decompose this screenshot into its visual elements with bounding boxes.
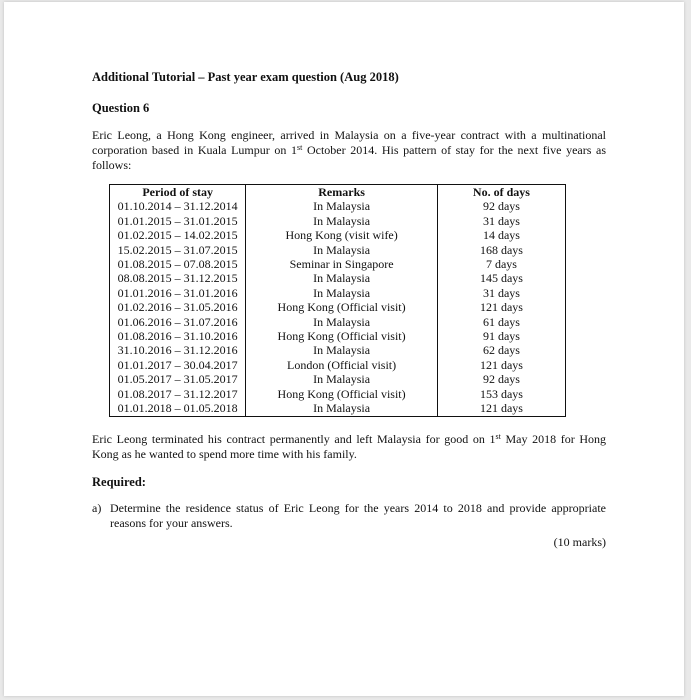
table-row bbox=[110, 300, 566, 314]
question-a-label: a) bbox=[92, 500, 102, 515]
header-period: Period of stay bbox=[110, 185, 246, 200]
table-row bbox=[110, 286, 566, 300]
days-cell: 14 days bbox=[437, 228, 565, 242]
termination-text-1: Eric Leong terminated his contract permanently and left Malaysia for good on 1 bbox=[92, 431, 496, 446]
question-a bbox=[92, 501, 606, 531]
remarks-cell: Seminar in Singapore bbox=[246, 257, 438, 271]
header-days: No. of days bbox=[437, 185, 565, 200]
remarks-cell: In Malaysia bbox=[246, 315, 438, 329]
table-row bbox=[110, 401, 566, 416]
question-a-marks: (10 marks) bbox=[553, 534, 606, 549]
intro-text-2: October 2014. His pattern of stay for the next five years as follows: bbox=[92, 143, 607, 172]
days-cell: 92 days bbox=[437, 199, 565, 213]
days-cell: 31 days bbox=[437, 286, 565, 300]
days-cell: 168 days bbox=[437, 243, 565, 257]
termination-sup: st bbox=[495, 431, 501, 441]
period-cell: 31.10.2016 – 31.12.2016 bbox=[110, 343, 246, 357]
remarks-cell: In Malaysia bbox=[246, 199, 438, 213]
termination-paragraph bbox=[92, 432, 606, 462]
days-cell: 31 days bbox=[437, 214, 565, 228]
period-cell: 01.06.2016 – 31.07.2016 bbox=[110, 315, 246, 329]
period-cell: 01.08.2017 – 31.12.2017 bbox=[110, 387, 246, 401]
period-cell: 01.08.2016 – 31.10.2016 bbox=[110, 329, 246, 343]
remarks-cell: In Malaysia bbox=[246, 401, 438, 416]
period-cell: 08.08.2015 – 31.12.2015 bbox=[110, 271, 246, 285]
period-cell: 01.08.2015 – 07.08.2015 bbox=[110, 257, 246, 271]
table-row bbox=[110, 372, 566, 386]
table-row bbox=[110, 199, 566, 213]
table-row bbox=[110, 257, 566, 271]
table-row bbox=[110, 243, 566, 257]
remarks-cell: Hong Kong (visit wife) bbox=[246, 228, 438, 242]
days-cell: 121 days bbox=[437, 401, 565, 416]
days-cell: 92 days bbox=[437, 372, 565, 386]
remarks-cell: In Malaysia bbox=[246, 286, 438, 300]
intro-paragraph bbox=[92, 128, 606, 173]
days-cell: 153 days bbox=[437, 387, 565, 401]
period-cell: 01.02.2016 – 31.05.2016 bbox=[110, 300, 246, 314]
table-row bbox=[110, 387, 566, 401]
period-cell: 01.10.2014 – 31.12.2014 bbox=[110, 199, 246, 213]
period-cell: 15.02.2015 – 31.07.2015 bbox=[110, 243, 246, 257]
days-cell: 91 days bbox=[437, 329, 565, 343]
days-cell: 121 days bbox=[437, 358, 565, 372]
stay-table bbox=[109, 184, 566, 417]
remarks-cell: In Malaysia bbox=[246, 243, 438, 257]
stay-table-header bbox=[110, 185, 566, 200]
days-cell: 62 days bbox=[437, 343, 565, 357]
table-row bbox=[110, 329, 566, 343]
period-cell: 01.02.2015 – 14.02.2015 bbox=[110, 228, 246, 242]
period-cell: 01.01.2015 – 31.01.2015 bbox=[110, 214, 246, 228]
table-row bbox=[110, 228, 566, 242]
table-row bbox=[110, 358, 566, 372]
intro-text-1: Eric Leong, a Hong Kong engineer, arrived in Malaysia on a five-year contract with a multinational corporation based in Kuala Lumpur on 1 bbox=[92, 128, 606, 157]
remarks-cell: In Malaysia bbox=[246, 271, 438, 285]
days-cell: 121 days bbox=[437, 300, 565, 314]
question-a-text: Determine the residence status of Eric Leong for the years 2014 to 2018 and provide appropriate reasons for your answers. bbox=[110, 500, 606, 530]
days-cell: 61 days bbox=[437, 315, 565, 329]
document-title: Additional Tutorial – Past year exam question (Aug 2018) bbox=[92, 70, 399, 84]
days-cell: 145 days bbox=[437, 271, 565, 285]
remarks-cell: In Malaysia bbox=[246, 372, 438, 386]
period-cell: 01.01.2018 – 01.05.2018 bbox=[110, 401, 246, 416]
question-heading: Question 6 bbox=[92, 101, 150, 115]
table-row bbox=[110, 343, 566, 357]
days-cell: 7 days bbox=[437, 257, 565, 271]
remarks-cell: Hong Kong (Official visit) bbox=[246, 387, 438, 401]
table-row bbox=[110, 315, 566, 329]
remarks-cell: London (Official visit) bbox=[246, 358, 438, 372]
period-cell: 01.01.2016 – 31.01.2016 bbox=[110, 286, 246, 300]
required-heading: Required: bbox=[92, 474, 146, 489]
period-cell: 01.05.2017 – 31.05.2017 bbox=[110, 372, 246, 386]
remarks-cell: In Malaysia bbox=[246, 214, 438, 228]
table-row bbox=[110, 214, 566, 228]
remarks-cell: Hong Kong (Official visit) bbox=[246, 300, 438, 314]
stay-table-body bbox=[110, 199, 566, 416]
document-content bbox=[92, 70, 606, 550]
remarks-cell: In Malaysia bbox=[246, 343, 438, 357]
document-page bbox=[4, 2, 684, 696]
table-row bbox=[110, 271, 566, 285]
intro-sup: st bbox=[297, 143, 303, 152]
termination-text-2: May 2018 for Hong Kong as he wanted to spend more time with his family. bbox=[92, 431, 606, 461]
remarks-cell: Hong Kong (Official visit) bbox=[246, 329, 438, 343]
header-remarks: Remarks bbox=[246, 185, 438, 200]
period-cell: 01.01.2017 – 30.04.2017 bbox=[110, 358, 246, 372]
